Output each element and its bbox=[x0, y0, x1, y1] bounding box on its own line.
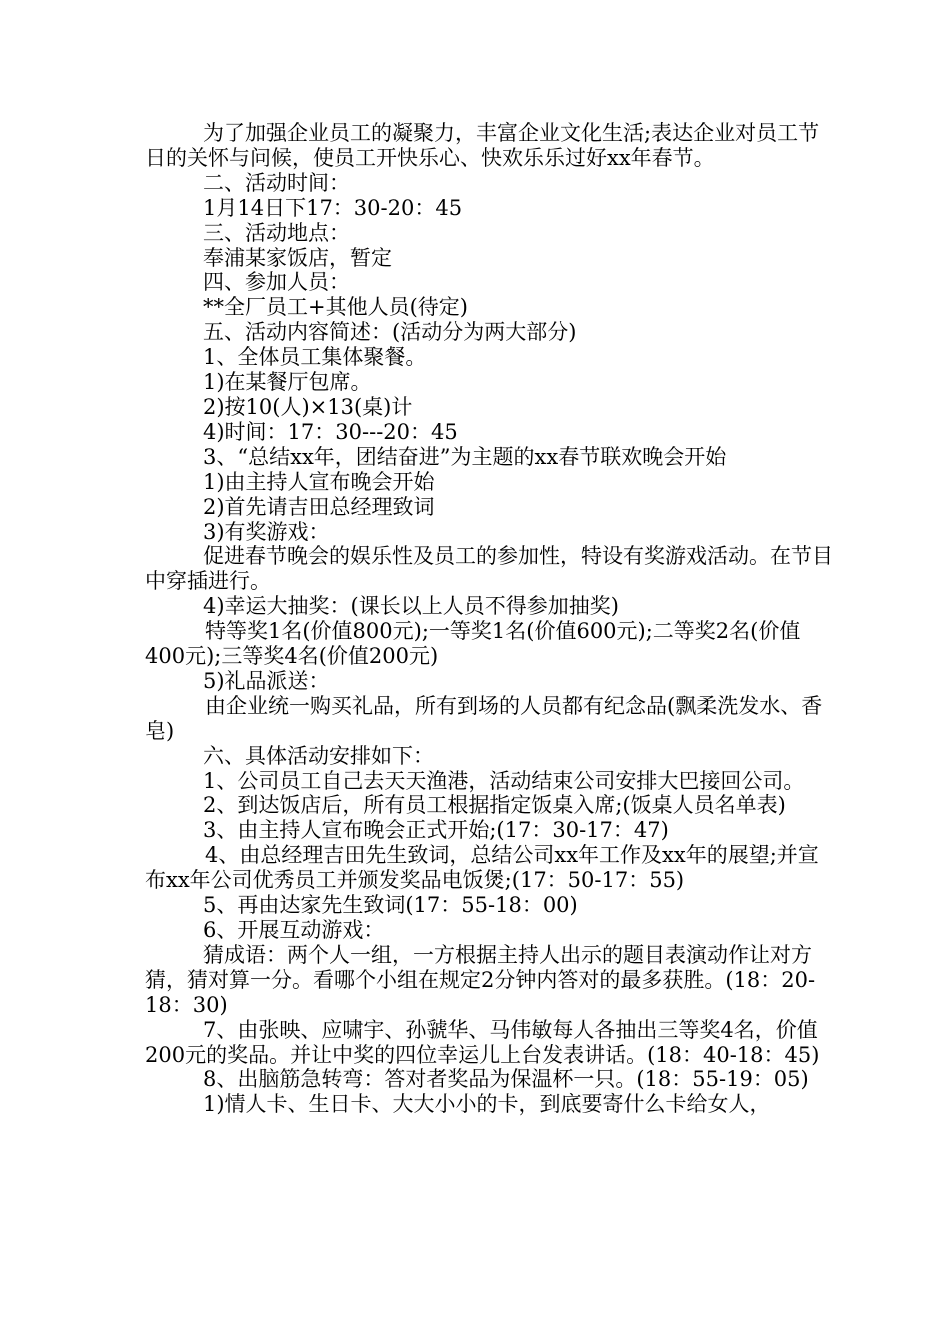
paragraph: 为了加强企业员工的凝聚力，丰富企业文化生活;表达企业对员工节日的关怀与问候，使员工开快乐心、快欢乐乐过好xx年春节。 bbox=[145, 121, 820, 170]
paragraph: 奉浦某家饭店，暂定 bbox=[203, 245, 392, 270]
paragraph: 1月14日下17：30-20：45 bbox=[203, 195, 463, 220]
paragraph: 特等奖1名(价值800元);一等奖1名(价值600元);二等奖2名(价值400元);三等奖4名(价值200元) bbox=[145, 619, 801, 669]
paragraph: 四、参加人员： bbox=[203, 270, 350, 295]
paragraph: 三、活动地点： bbox=[203, 220, 350, 245]
paragraph: 4、由总经理吉田先生致词，总结公司xx年工作及xx年的展望;并宣布xx年公司优秀员工并颁发奖品电饭煲;(17：50-17：55) bbox=[145, 843, 819, 893]
document-body bbox=[145, 121, 835, 1117]
paragraph: 五、活动内容简述：(活动分为两大部分) bbox=[203, 320, 577, 345]
paragraph: 5)礼品派送： bbox=[203, 668, 330, 693]
paragraph: 1、全体员工集体聚餐。 bbox=[203, 345, 427, 370]
paragraph: **全厂员工+其他人员(待定) bbox=[203, 295, 468, 320]
paragraph: 六、具体活动安排如下： bbox=[203, 743, 434, 768]
paragraph: 6、开展互动游戏： bbox=[203, 918, 385, 942]
paragraph: 3)有奖游戏： bbox=[203, 519, 330, 544]
paragraph: 3、由主持人宣布晚会正式开始;(17：30-17：47) bbox=[203, 818, 669, 843]
paragraph: 1)由主持人宣布晚会开始 bbox=[203, 469, 435, 494]
paragraph: 3、“总结xx年，团结奋进”为主题的xx春节联欢晚会开始 bbox=[203, 444, 727, 469]
paragraph: 由企业统一购买礼品，所有到场的人员都有纪念品(飘柔洗发水、香皂) bbox=[145, 693, 823, 743]
paragraph: 1、公司员工自己去天天渔港，活动结束公司安排大巴接回公司。 bbox=[203, 768, 805, 793]
paragraph: 1)情人卡、生日卡、大大小小的卡，到底要寄什么卡给女人， bbox=[203, 1092, 771, 1117]
paragraph: 4)时间：17：30---20：45 bbox=[203, 419, 458, 444]
paragraph: 促进春节晚会的娱乐性及员工的参加性，特设有奖游戏活动。在节目中穿插进行。 bbox=[145, 544, 833, 594]
paragraph: 8、出脑筋急转弯：答对者奖品为保温杯一只。(18：55-19：05) bbox=[203, 1067, 809, 1092]
paragraph: 2)按10(人)×13(桌)计 bbox=[203, 394, 413, 419]
paragraph: 二、活动时间： bbox=[203, 170, 350, 195]
paragraph: 5、再由达家先生致词(17：55-18：00) bbox=[203, 893, 578, 918]
paragraph: 1)在某餐厅包席。 bbox=[203, 370, 372, 395]
paragraph: 2、到达饭店后，所有员工根据指定饭桌入席;(饭桌人员名单表) bbox=[203, 793, 786, 818]
paragraph: 4)幸运大抽奖：(课长以上人员不得参加抽奖) bbox=[203, 594, 619, 619]
paragraph: 2)首先请吉田总经理致词 bbox=[203, 494, 435, 519]
paragraph: 7、由张映、应啸宇、孙虢华、马伟敏每人各抽出三等奖4名，价值200元的奖品。并让中奖的四位幸运儿上台发表讲话。(18：40-18：45) bbox=[145, 1017, 820, 1067]
paragraph: 猜成语：两个人一组，一方根据主持人出示的题目表演动作让对方猜，猜对算一分。看哪个小组在规定2分钟内答对的最多获胜。(18：20-18：30) bbox=[145, 942, 816, 1017]
